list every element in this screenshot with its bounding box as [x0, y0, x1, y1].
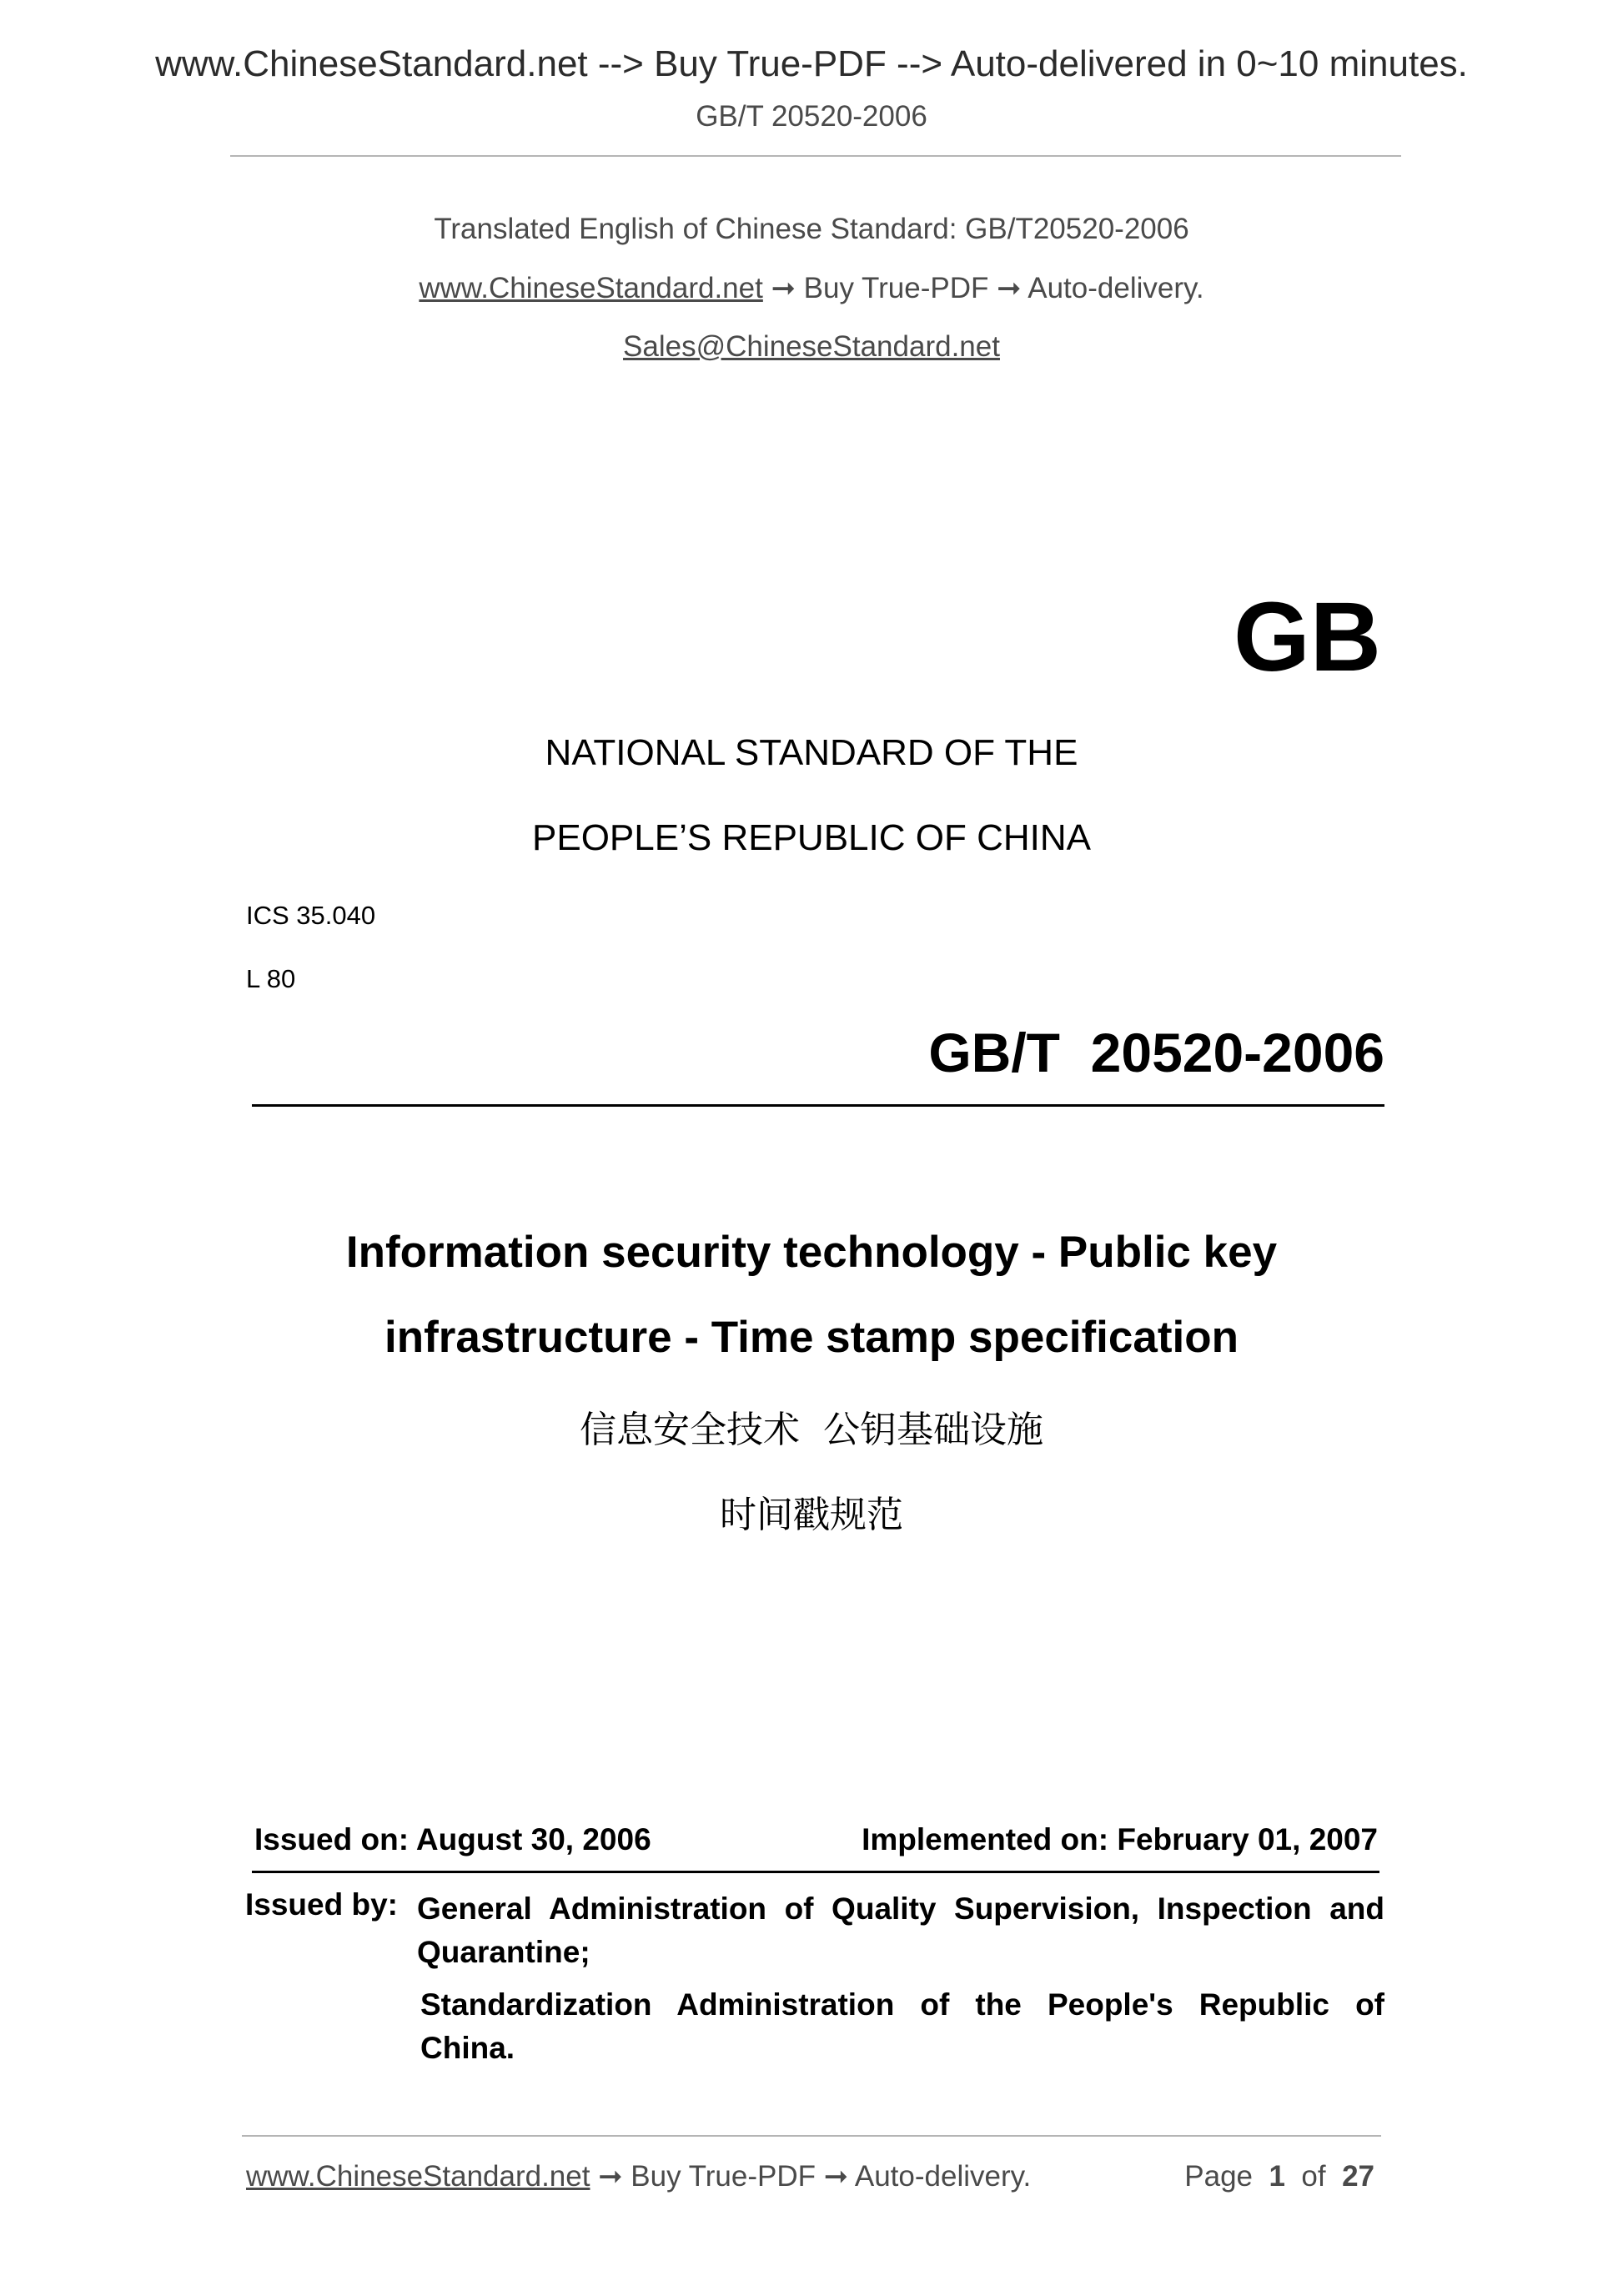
standard-number: GB/T 20520-2006 — [928, 1022, 1384, 1083]
ics-code: ICS 35.040 — [246, 901, 376, 930]
footer-divider — [242, 2135, 1381, 2137]
intro-buy-text: Buy True-PDF — [803, 272, 989, 304]
issued-on-date: Issued on: August 30, 2006 — [254, 1822, 651, 1856]
arrow-right-icon: ➞ — [598, 2160, 623, 2193]
footer-delivery-line — [246, 2160, 1031, 2193]
header-banner[interactable]: www.ChineseStandard.net --> Buy True-PDF --> Auto-delivered in 0~10 minutes. — [155, 43, 1468, 84]
footer-buy-text: Buy True-PDF — [631, 2160, 816, 2193]
arrow-right-icon: ➞ — [997, 272, 1022, 304]
dates-rule — [252, 1871, 1379, 1873]
page-label: Page — [1184, 2160, 1254, 2193]
intro-site-link[interactable]: www.ChineseStandard.net — [419, 272, 763, 304]
national-standard-line2: PEOPLE’S REPUBLIC OF CHINA — [532, 817, 1091, 858]
arrow-right-icon: ➞ — [771, 272, 796, 304]
page-of: of — [1301, 2160, 1326, 2193]
header-std-code: GB/T 20520-2006 — [696, 100, 927, 133]
intro-delivery-line — [0, 272, 1623, 305]
issuer-2 — [420, 1983, 1384, 2070]
intro-translated-line: Translated English of Chinese Standard: GB/T20520-2006 — [434, 213, 1189, 245]
issued-by-label: Issued by: — [245, 1887, 398, 1922]
issuer-1 — [417, 1887, 1384, 1974]
issuer-1-line1: General Administration of Quality Supervision, Inspection and — [417, 1892, 1384, 1926]
title-cn-line2: 时间戳规范 — [720, 1494, 903, 1536]
intro-email-line — [0, 330, 1623, 364]
header-divider — [230, 155, 1401, 157]
title-cn-line1: 信息安全技术 公钥基础设施 — [580, 1409, 1043, 1451]
implemented-on-date: Implemented on: February 01, 2007 — [862, 1822, 1378, 1856]
footer-auto-text: Auto-delivery. — [854, 2160, 1032, 2193]
ccs-code: L 80 — [246, 964, 296, 993]
issuer-2-line2: China. — [420, 2031, 515, 2065]
page-indicator — [1184, 2160, 1374, 2193]
national-standard-line1: NATIONAL STANDARD OF THE — [545, 732, 1078, 773]
issuer-1-line2: Quarantine; — [417, 1935, 590, 1969]
page-total: 27 — [1342, 2160, 1374, 2193]
title-en-line1: Information security technology - Public key — [345, 1228, 1278, 1277]
intro-auto-text: Auto-delivery. — [1028, 272, 1204, 304]
title-en-line2: infrastructure - Time stamp specification — [384, 1313, 1239, 1362]
gb-mark: GB — [1234, 582, 1381, 692]
arrow-right-icon: ➞ — [823, 2160, 849, 2193]
intro-email-link[interactable]: Sales@ChineseStandard.net — [623, 330, 1000, 363]
issuer-2-line1: Standardization Administration of the People's Republic of — [420, 1987, 1384, 2022]
page-current: 1 — [1269, 2160, 1285, 2193]
standard-number-rule — [252, 1104, 1384, 1107]
footer-site-link[interactable]: www.ChineseStandard.net — [246, 2160, 590, 2193]
